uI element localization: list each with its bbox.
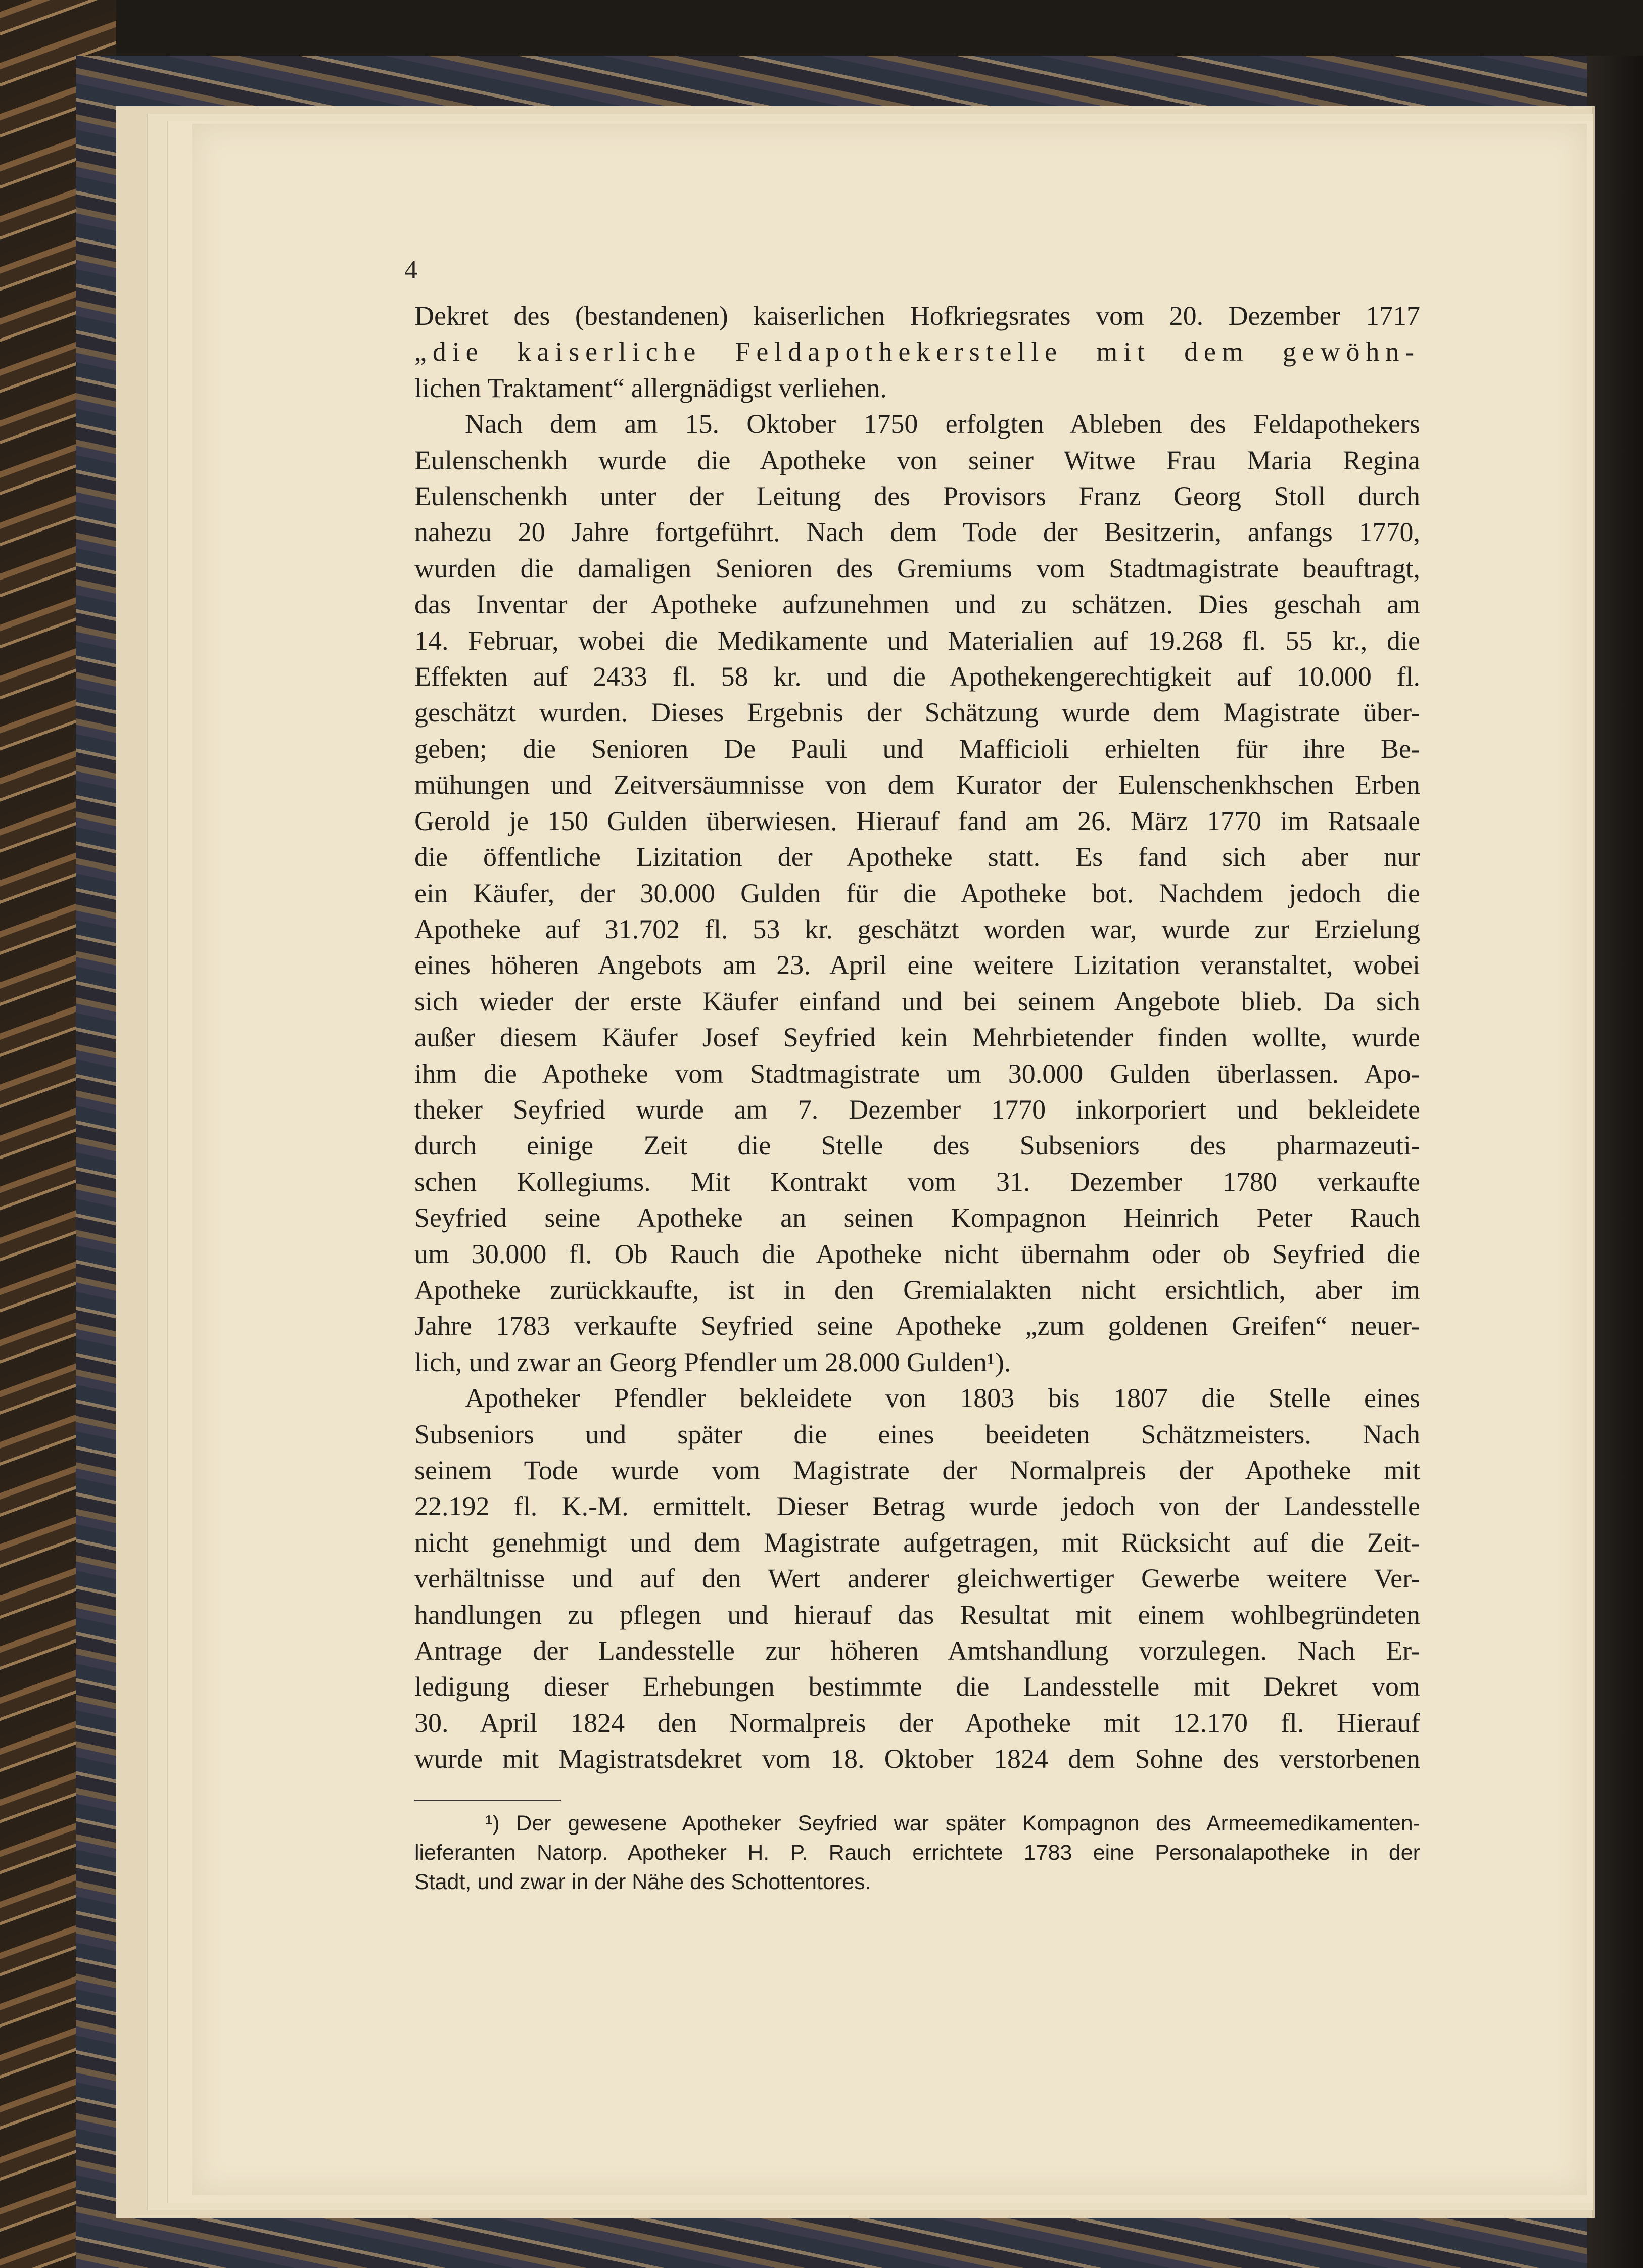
text-line: geben; die Senioren De Pauli und Mafficioli erhielten für ihre Be- bbox=[414, 733, 1420, 764]
text-line: eines höheren Angebots am 23. April eine weitere Lizitation veranstaltet, wobei bbox=[414, 950, 1420, 981]
text-line: „die kaiserliche Feldapothekerstelle mit dem gewöhn- bbox=[414, 336, 1420, 367]
footnote-line: lieferanten Natorp. Apotheker H. P. Rauch errichtete 1783 eine Personalapotheke in der bbox=[414, 1841, 1420, 1865]
footnote bbox=[414, 1809, 1420, 1897]
book-cover-right bbox=[1587, 56, 1643, 2268]
page-number: 4 bbox=[404, 256, 417, 284]
text-line: 14. Februar, wobei die Medikamente und Materialien auf 19.268 fl. 55 kr., die bbox=[414, 625, 1420, 656]
text-line: durch einige Zeit die Stelle des Subseniors des pharmazeuti- bbox=[414, 1130, 1420, 1161]
text-line: 22.192 fl. K.-M. ermittelt. Dieser Betrag wurde jedoch von der Landesstelle bbox=[414, 1491, 1420, 1522]
text-line: lichen Traktament“ allergnädigst verliehen. bbox=[414, 372, 887, 403]
text-line: Eulenschenkh wurde die Apotheke von seiner Witwe Frau Maria Regina bbox=[414, 445, 1420, 475]
text-line: nahezu 20 Jahre fortgeführt. Nach dem Tode der Besitzerin, anfangs 1770, bbox=[414, 517, 1420, 548]
text-line: Effekten auf 2433 fl. 58 kr. und die Apothekengerechtigkeit auf 10.000 fl. bbox=[414, 661, 1420, 692]
text-line: wurden die damaligen Senioren des Gremiums vom Stadtmagistrate beauftragt, bbox=[414, 553, 1420, 584]
text-line: ihm die Apotheke vom Stadtmagistrate um 30.000 Gulden überlassen. Apo- bbox=[414, 1058, 1420, 1089]
text-line: seinem Tode wurde vom Magistrate der Normalpreis der Apotheke mit bbox=[414, 1455, 1420, 1485]
text-line: Apotheker Pfendler bekleidete von 1803 bis 1807 die Stelle eines bbox=[465, 1383, 1420, 1414]
text-line: Seyfried seine Apotheke an seinen Kompagnon Heinrich Peter Rauch bbox=[414, 1202, 1420, 1233]
text-line: schen Kollegiums. Mit Kontrakt vom 31. Dezember 1780 verkaufte bbox=[414, 1166, 1420, 1197]
text-line: um 30.000 fl. Ob Rauch die Apotheke nicht übernahm oder ob Seyfried die bbox=[414, 1238, 1420, 1269]
text-line: theker Seyfried wurde am 7. Dezember 1770 inkorporiert und bekleidete bbox=[414, 1094, 1420, 1125]
text-line: die öffentliche Lizitation der Apotheke statt. Es fand sich aber nur bbox=[414, 842, 1420, 873]
text-line: lich, und zwar an Georg Pfendler um 28.000 Gulden¹). bbox=[414, 1346, 1011, 1377]
text-line: ledigung dieser Erhebungen bestimmte die Landesstelle mit Dekret vom bbox=[414, 1671, 1420, 1702]
text-line: Jahre 1783 verkaufte Seyfried seine Apotheke „zum goldenen Greifen“ neuer- bbox=[414, 1311, 1420, 1341]
body-text bbox=[414, 298, 1420, 1777]
footnote-divider bbox=[414, 1800, 561, 1801]
text-line: Apotheke zurückkaufte, ist in den Gremialakten nicht ersichtlich, aber im bbox=[414, 1274, 1420, 1305]
text-line: ein Käufer, der 30.000 Gulden für die Apotheke bot. Nachdem jedoch die bbox=[414, 878, 1420, 908]
text-line: 30. April 1824 den Normalpreis der Apotheke mit 12.170 fl. Hierauf bbox=[414, 1707, 1420, 1738]
text-line: handlungen zu pflegen und hierauf das Resultat mit einem wohlbegründeten bbox=[414, 1599, 1420, 1630]
text-line: Gerold je 150 Gulden überwiesen. Hierauf fand am 26. März 1770 im Ratsaale bbox=[414, 805, 1420, 836]
footnote-line: ¹) Der gewesene Apotheker Seyfried war später Kompagnon des Armeemedikamenten- bbox=[485, 1811, 1420, 1836]
text-line: Apotheke auf 31.702 fl. 53 kr. geschätzt worden war, wurde zur Erzielung bbox=[414, 913, 1420, 944]
footnote-line: Stadt, und zwar in der Nähe des Schottentores. bbox=[414, 1870, 871, 1894]
text-line: das Inventar der Apotheke aufzunehmen und zu schätzen. Dies geschah am bbox=[414, 589, 1420, 620]
text-line: nicht genehmigt und dem Magistrate aufgetragen, mit Rücksicht auf die Zeit- bbox=[414, 1527, 1420, 1558]
text-line: mühungen und Zeitversäumnisse von dem Kurator der Eulenschenkhschen Erben bbox=[414, 769, 1420, 800]
text-line: geschätzt wurden. Dieses Ergebnis der Schätzung wurde dem Magistrate über- bbox=[414, 697, 1420, 728]
text-line: Subseniors und später die eines beeideten Schätzmeisters. Nach bbox=[414, 1419, 1420, 1450]
text-line: Eulenschenkh unter der Leitung des Provisors Franz Georg Stoll durch bbox=[414, 481, 1420, 512]
text-line: verhältnisse und auf den Wert anderer gleichwertiger Gewerbe weitere Ver- bbox=[414, 1563, 1420, 1594]
text-line: Nach dem am 15. Oktober 1750 erfolgten Ableben des Feldapothekers bbox=[465, 409, 1420, 440]
text-line: außer diesem Käufer Josef Seyfried kein Mehrbietender finden wollte, wurde bbox=[414, 1022, 1420, 1053]
text-line: wurde mit Magistratsdekret vom 18. Oktober 1824 dem Sohne des verstorbenen bbox=[414, 1744, 1420, 1774]
text-line: Antrage der Landesstelle zur höheren Amtshandlung vorzulegen. Nach Er- bbox=[414, 1635, 1420, 1666]
text-line: Dekret des (bestandenen) kaiserlichen Hofkriegsrates vom 20. Dezember 1717 bbox=[414, 301, 1420, 331]
text-line: sich wieder der erste Käufer einfand und bei seinem Angebote blieb. Da sich bbox=[414, 986, 1420, 1017]
